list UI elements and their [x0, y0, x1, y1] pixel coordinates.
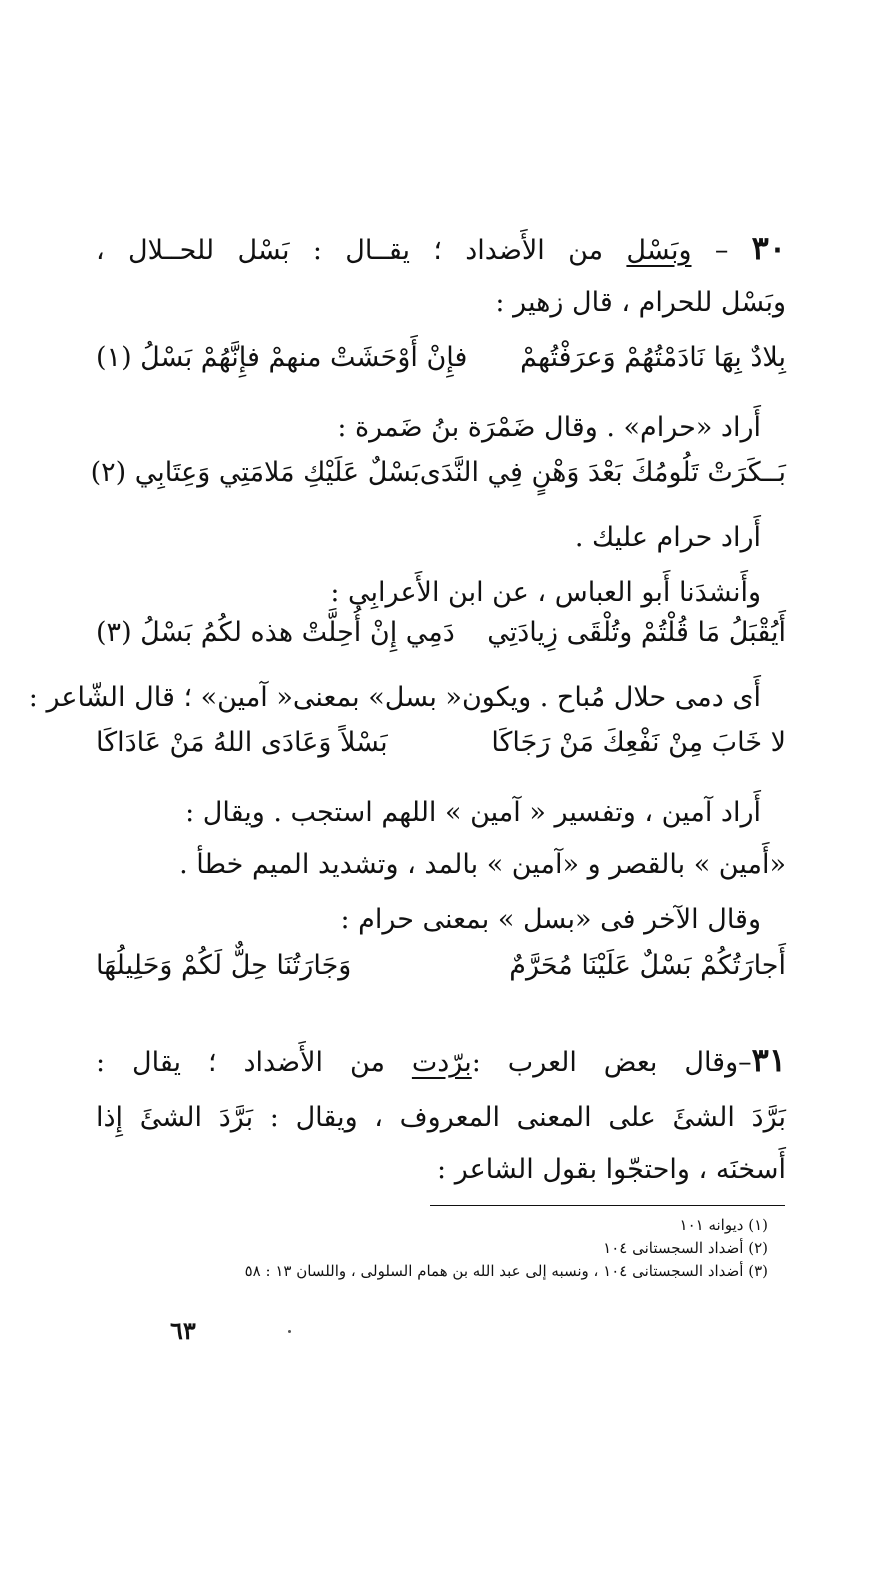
page-number: ٦٣: [170, 1316, 196, 1345]
body-line: «أَمين » بالقصر و «آمين » بالمد ، وتشديد الميم خطأ .: [179, 849, 786, 880]
verse-first-hemistich: بَــكَرَتْ تَلُومُكَ بَعْدَ وَهْنٍ فِي النَّدَى: [419, 457, 786, 488]
footnote-divider: [430, 1205, 785, 1206]
verse-first-hemistich: أَجارَتُكُمْ بَسْلٌ عَلَيْنَا مُحَرَّمٌ: [509, 950, 786, 981]
body-line: أَراد آمين ، وتفسير « آمين » اللهم استجب . ويقال :: [185, 797, 761, 828]
verse-second-hemistich: وَجَارَتُنَا حِلٌّ لَكُمْ وَحَلِيلُهَا: [96, 950, 352, 981]
verse-ibn-al-arabi: [96, 613, 786, 653]
body-line: وأَنشدَنا أَبو العباس ، عن ابن الأَعرابِى :: [330, 577, 761, 608]
verse-first-hemistich: أَيُقْبَلُ مَا قُلْتُمْ وتُلْقَى زِيادَتِي: [487, 617, 786, 648]
entry-number-31: ٣١: [751, 1041, 786, 1079]
body-line: بَرَّدَ الشئَ على المعنى المعروف ، ويقال : بَرَّدَ الشئَ إِذا: [96, 1102, 786, 1133]
print-speck: [288, 1330, 291, 1333]
body-line: أَى دمى حلال مُباح . ويكون« بسل» بمعنى« آمين» ؛ قال الشّاعر :: [28, 682, 761, 713]
body-line: أَسخنَه ، واحتجّوا بقول الشاعر :: [437, 1154, 786, 1185]
footnote-2: (٢) أضداد السجستانى ١٠٤: [603, 1239, 768, 1257]
verse-second-hemistich: بَسْلٌ عَلَيْكِ مَلامَتِي وَعِتَابِي (٢): [90, 457, 420, 488]
body-line: وقال الآخر فى «بسل » بمعنى حرام :: [340, 904, 761, 935]
verse-second-hemistich: فإِنْ أَوْحَشَتْ منهمْ فإِنَّهُمْ بَسْلُ (١): [96, 342, 468, 373]
verse-second-hemistich: بَسْلاً وَعَادَى اللهُ مَنْ عَادَاكَا: [96, 727, 388, 758]
entry-31-heading-line: ٣١–وقال بعض العرب :برّدت من الأَضداد ؛ يقال :: [96, 1041, 786, 1079]
body-line: أَراد «حرام» . وقال ضَمْرَة بنُ ضَمرة :: [337, 412, 761, 443]
verse-amin: [96, 723, 786, 763]
body-line: وبَسْل للحرام ، قال زهير :: [495, 287, 786, 318]
verse-first-hemistich: لا خَابَ مِنْ نَفْعِكَ مَنْ رَجَاكَا: [491, 727, 786, 758]
verse-second-hemistich: دَمِي إِنْ أُحِلَّتْ هذه لكُمُ بَسْلُ (٣): [96, 617, 455, 648]
body-line: أَراد حرام عليك .: [574, 522, 761, 553]
footnote-1: (١) ديوانه ١٠١: [679, 1216, 768, 1234]
entry-30-heading-line: ٣٠ – وبَسْل من الأَضداد ؛ يقــال : بَسْل للحــلال ،: [96, 229, 787, 267]
headword-barrada: برّدت: [411, 1047, 472, 1078]
verse-zuhayr: [96, 338, 786, 378]
footnote-3: (٣) أضداد السجستانى ١٠٤ ، ونسبه إلى عبد الله بن همام السلولى ، واللسان ١٣ : ٥٨: [244, 1262, 768, 1280]
verse-first-hemistich: بِلادٌ بِهَا نَادَمْتُهُمْ وَعرَفْتُهمْ: [520, 342, 786, 373]
verse-damra: [90, 453, 786, 493]
verse-other-poet: [96, 946, 786, 986]
headword-basl: وبَسْل: [626, 235, 692, 266]
entry-number-30: ٣٠: [751, 229, 787, 267]
